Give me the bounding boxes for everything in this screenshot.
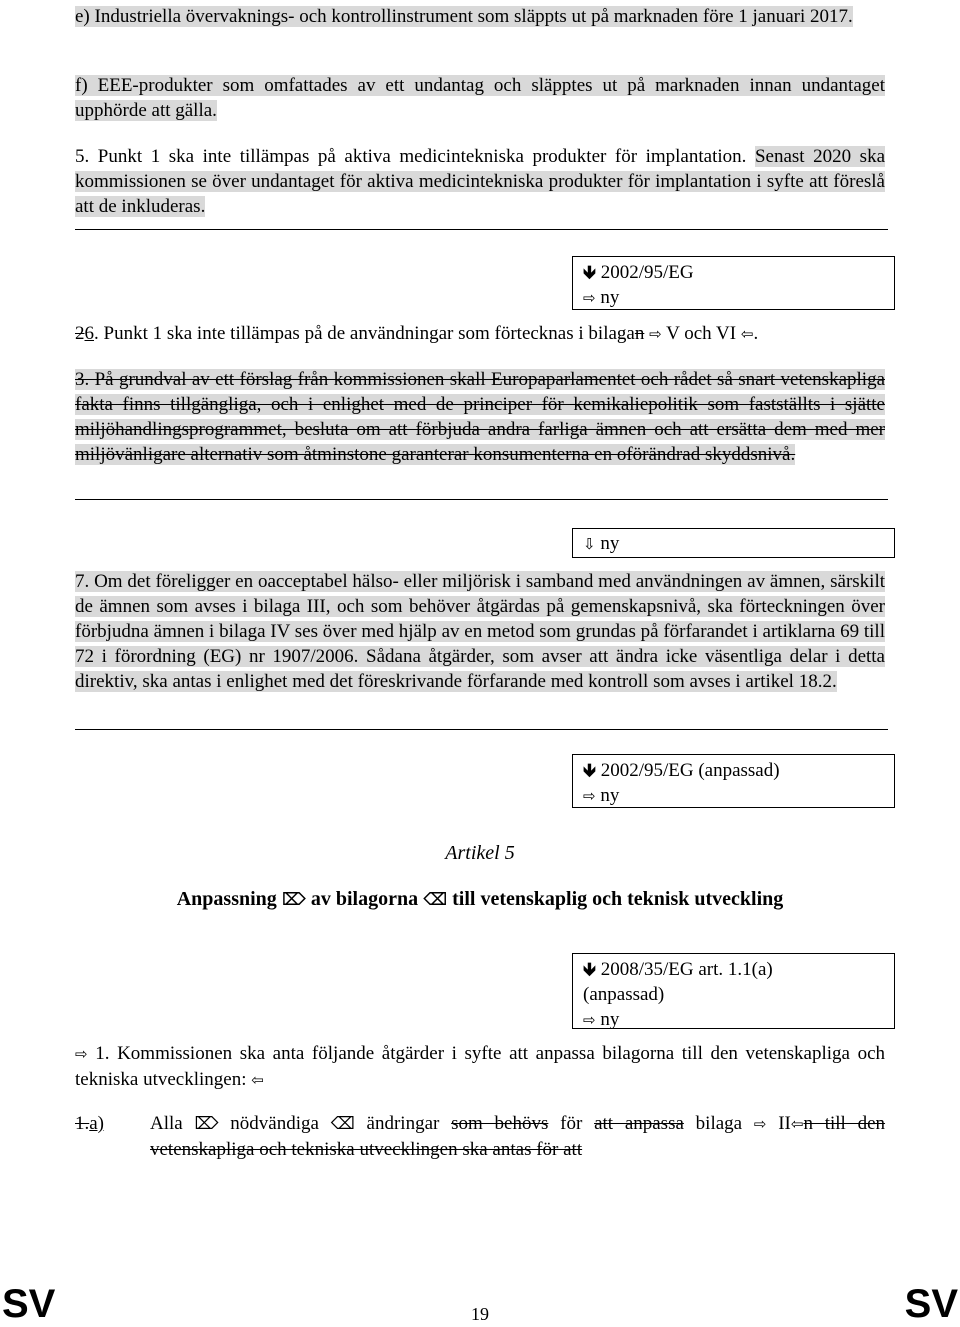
- paragraph-3-deleted: 3. På grundval av ett förslag från kommissionen skall Europaparlamentet och rådet så snart vetenskapliga fakta finns tillgängliga, och i enlighet med de principer för kemikaliepolitik som fastställts i sjätte miljöhandlingsprogrammet, besluta om att förbjuda andra farliga ämnen och att ersätta dem med mer miljövänligare alternativ som åtminstone garanterar konsumenterna en oförändrad skyddsnivå.: [75, 369, 885, 465]
- paragraph-7: 7. Om det föreligger en oacceptabel hälso- eller miljörisk i samband med användningen av ämnen, särskilt de ämnen som avses i bilaga III, och som behöver åtgärdas på gemenskapsnivå, ska förteckningen över förbjudna ämnen i bilaga IV ses över med hjälp av en metod som grundas på förfarandet i artiklarna 69 till 72 i förordning (EG) nr 1907/2006. Sådana åtgärder, som avser att ändra icke väsentliga delar i detta direktiv, ska antas i enlighet med det föreskrivande förfarande med kontroll som avses i artikel 18.2.: [75, 571, 885, 692]
- language-code-right: SV: [904, 1282, 958, 1326]
- right-arrow-icon: ⇨: [583, 1011, 596, 1029]
- bold-down-arrow-icon: 🡻: [583, 760, 596, 781]
- insert-start-arrow-icon: ⇨: [75, 1045, 88, 1063]
- source-reference-box: 🡻 2002/95/EG (anpassad) ⇨ ny: [572, 754, 895, 808]
- new-line: ⇨ ny: [583, 287, 620, 308]
- paragraph-1: ⇨ 1. Kommissionen ska anta följande åtgärder i syfte att anpassa bilagorna till den vetenskapliga och tekniska utvecklingen: ⇦: [75, 1043, 886, 1090]
- section-divider: [75, 729, 888, 730]
- language-code-left: SV: [2, 1282, 56, 1326]
- right-arrow-icon: ⇨: [583, 289, 596, 307]
- item-number: 1.a): [75, 1113, 105, 1134]
- source-reference-box: 🡻 2008/35/EG art. 1.1(a) (anpassad) ⇨ ny: [572, 953, 895, 1029]
- insert-start-arrow-icon: ⇨: [649, 325, 662, 343]
- paragraph-f: f) EEE-produkter som omfattades av ett undantag och släpptes ut på marknaden innan undantaget upphörde att gälla.: [75, 75, 885, 121]
- article-title: Anpassning ⌦ av bilagorna ⌫ till vetenskaplig och teknisk utveckling: [176, 888, 784, 910]
- down-arrow-icon: ⇩: [583, 535, 596, 553]
- insert-close-icon: ⌫: [423, 890, 448, 910]
- insert-close-icon: ⌫: [330, 1114, 355, 1134]
- insert-open-icon: ⌦: [194, 1114, 219, 1134]
- paragraph-e: e) Industriella övervaknings- och kontrollinstrument som släppts ut på marknaden före 1 januari 2017.: [75, 6, 853, 27]
- item-a-text: Alla ⌦ nödvändiga ⌫ ändringar som behövs för att anpassa bilaga ⇨ II⇦n till den vetenskapliga och tekniska utvecklingen ska antas för att: [150, 1113, 886, 1160]
- insert-end-arrow-icon: ⇦: [790, 1115, 804, 1133]
- paragraph-6: 26. Punkt 1 ska inte tillämpas på de användningar som förtecknas i bilagan ⇨ V och VI ⇦.: [75, 323, 759, 344]
- new-marker-box: ⇩ ny: [572, 528, 895, 558]
- insert-start-arrow-icon: ⇨: [753, 1115, 767, 1133]
- page-number: 19: [471, 1304, 489, 1324]
- bold-down-arrow-icon: 🡻: [583, 959, 596, 980]
- source-reference-box: [572, 256, 895, 310]
- source-line: 🡻 2002/95/EG: [583, 262, 694, 283]
- bold-down-arrow-icon: 🡻: [583, 262, 596, 283]
- right-arrow-icon: ⇨: [583, 787, 596, 805]
- section-divider: [75, 229, 888, 230]
- paragraph-5: 5. Punkt 1 ska inte tillämpas på aktiva medicintekniska produkter för implantation. Senast 2020 ska kommissionen se över undantaget för aktiva medicintekniska produkter för implantation i syfte att föreslå att de inkluderas.: [75, 146, 886, 217]
- insert-open-icon: ⌦: [281, 890, 306, 910]
- insert-end-arrow-icon: ⇦: [251, 1071, 264, 1089]
- insert-end-arrow-icon: ⇦: [740, 325, 754, 343]
- article-number: Artikel 5: [445, 842, 515, 864]
- section-divider: [75, 499, 888, 500]
